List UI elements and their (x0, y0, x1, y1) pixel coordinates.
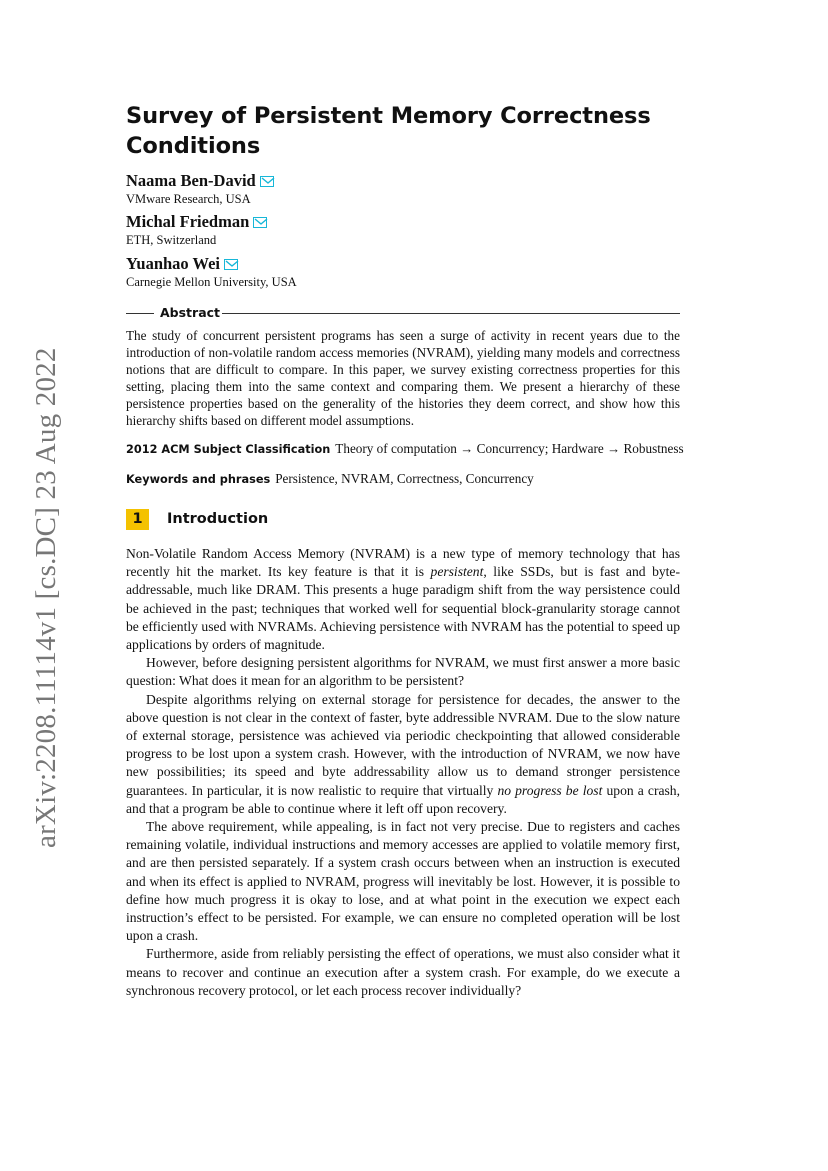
abstract-heading (126, 305, 680, 321)
body-text (126, 545, 680, 1000)
envelope-icon[interactable] (260, 176, 274, 187)
author-name: Michal Friedman (126, 212, 267, 232)
paragraph: The above requirement, while appealing, is in fact not very precise. Due to registers and caches remaining volatile, individual instructions and memory accesses are applied to volatile memory first, and are then persisted separately. If a system crash occurs between when an instruction is executed and when its effect is applied to NVRAM, progress will inevitably be lost. However, it is possible to define how much progress it is okay to lose, and at what point in the execution we expect each instruction’s effect to be persisted. For example, we can ensure no completed operation will be lost upon a crash. (126, 819, 680, 944)
paragraph: However, before designing persistent algorithms for NVRAM, we must first answer a more basic question: What does it mean for an algorithm to be persistent? (126, 655, 680, 689)
divider (222, 313, 680, 314)
author-affiliation: ETH, Switzerland (126, 233, 217, 247)
acm-label: 2012 ACM Subject Classification (126, 443, 331, 456)
author-name: Yuanhao Wei (126, 254, 297, 274)
arxiv-side-stamp: arXiv:2208.11114v1 [cs.DC] 23 Aug 2022 (30, 347, 62, 848)
author-affiliation: VMware Research, USA (126, 192, 251, 206)
acm-classification (126, 440, 686, 458)
section-number: 1 (126, 509, 149, 530)
paper-title: Survey of Persistent Memory Correctness Conditions (126, 103, 651, 159)
paragraph: Non-Volatile Random Access Memory (NVRAM) is a new type of memory technology that has recently hit the market. Its key feature is that it is persistent, like SSDs, but is fast and byte-addressable, much like DRAM. This presents a huge paradigm shift from the way persistence could be achieved in the past; techniques that worked well for sequential block-granularity storage cannot be efficiently used with NVRAMs. Achieving persistence with NVRAM has the potential to speed up applications by orders of magnitude. (126, 546, 680, 653)
paragraph: Furthermore, aside from reliably persisting the effect of operations, we must also consider what it means to recover and continue an execution after a system crash. For example, do we execute a synchronous recovery protocol, or let each process recover individually? (126, 946, 680, 998)
author-block (126, 212, 267, 249)
divider (126, 313, 154, 314)
author-name: Naama Ben-David (126, 171, 274, 191)
abstract-text: The study of concurrent persistent programs has seen a surge of activity in recent years due to the introduction of non-volatile random access memories (NVRAM), yielding many models and correctness notions that are difficult to compare. In this paper, we survey existing correctness properties for this setting, placing them into the same context and comparing them. We present a hierarchy of these persistence properties based on the generality of the histories they deem correct, and show how this hierarchy shifts based on different model assumptions. (126, 328, 680, 428)
keywords-value: Persistence, NVRAM, Correctness, Concurrency (275, 471, 534, 486)
abstract-label: Abstract (160, 305, 226, 321)
author-block (126, 171, 274, 208)
paragraph: Despite algorithms relying on external storage for persistence for decades, the answer to the above question is not clear in the context of faster, byte addressible NVRAM. Due to the slow nature of external storage, persistence was achieved via periodic checkpointing that allowed considerable progress to be lost upon a system crash. However, with the introduction of NVRAM, we now have new possibilities; its speed and byte addressability allow us to demand stronger persistence guarantees. In particular, it is now realistic to require that virtually no progress be lost upon a crash, and that a program be able to continue where it left off upon recovery. (126, 691, 680, 816)
section-title: Introduction (167, 511, 269, 527)
keywords (126, 470, 686, 488)
author-block (126, 254, 297, 291)
envelope-icon[interactable] (253, 217, 267, 228)
envelope-icon[interactable] (224, 259, 238, 270)
author-affiliation: Carnegie Mellon University, USA (126, 275, 297, 289)
keywords-label: Keywords and phrases (126, 473, 271, 486)
acm-value: Theory of computation → Concurrency; Hardware → Robustness (335, 441, 684, 456)
